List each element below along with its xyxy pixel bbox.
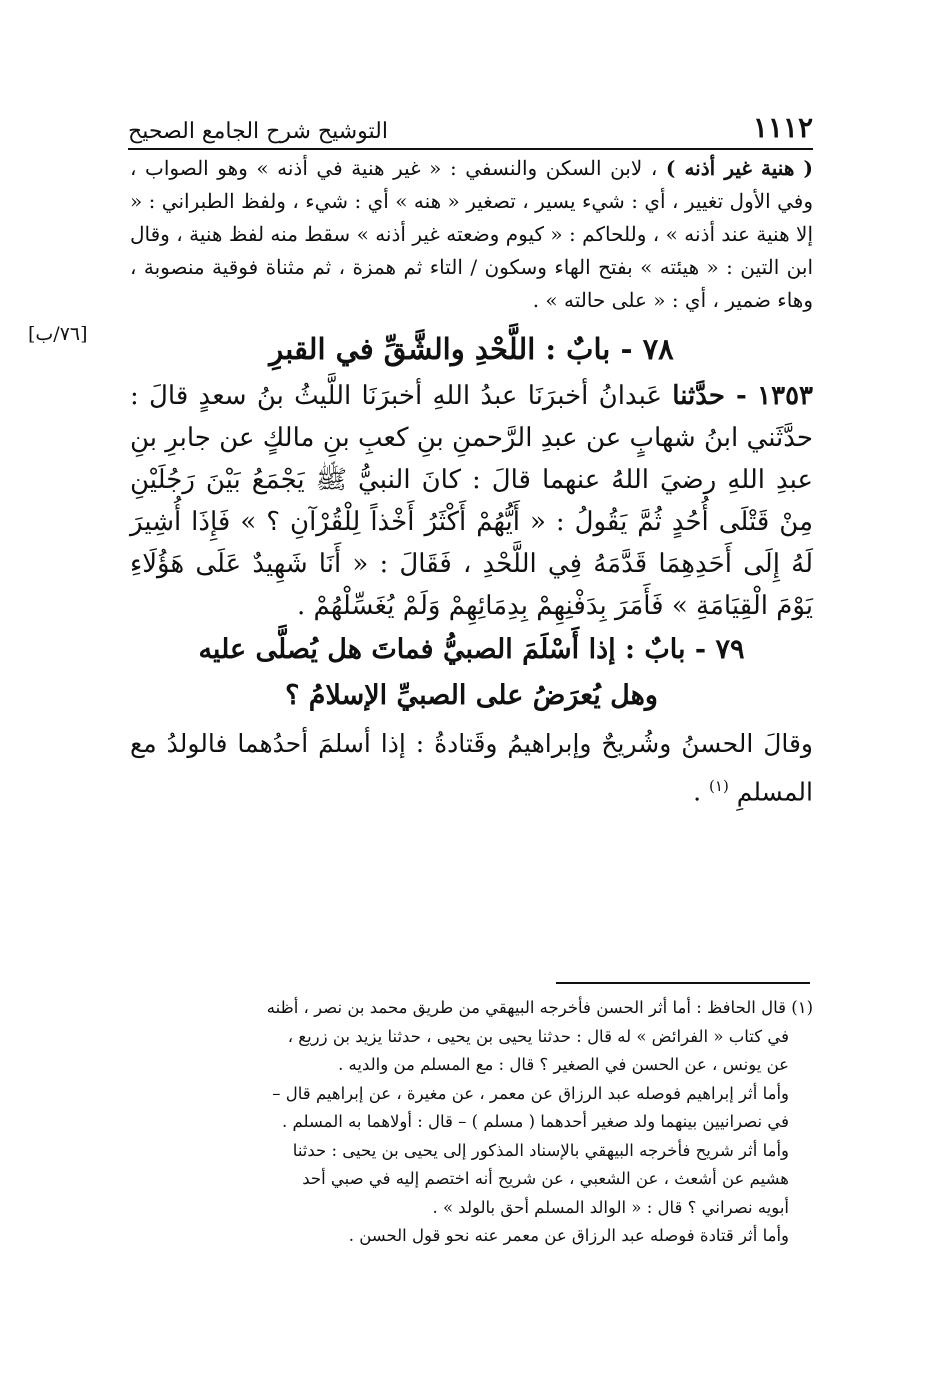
quote-text: وقالَ الحسنُ وشُريحٌ وإبراهيمُ وقَتادةُ : إذا أسلمَ أحدُهما فالولدُ مع المسلمِ: [130, 729, 813, 807]
hadith-number: ١٣٥٣: [757, 381, 813, 411]
hadith-text: عَبدانُ أخبرَنَا عبدُ اللهِ أخبرَنَا اللَّيثُ بنُ سعدٍ قالَ : حدَّثَني ابنُ شهابٍ عن عبدِ الرَّحمنِ بنِ كعبِ بنِ مالكٍ عن جابرِ بنِ عبدِ اللهِ رضيَ اللهُ عنهما قالَ : كانَ النبيُّ ﷺ يَجْمَعُ بَيْنَ رَجُلَيْنِ مِنْ قَتْلَى أُحُدٍ ثُمَّ يَقُولُ : « أَيُّهُمْ أَكْثَرُ أَخْذاً لِلْقُرْآنِ ؟ » فَإِذَا أُشِيرَ لَهُ إِلَى أَحَدِهِمَا قَدَّمَهُ فِي اللَّحْدِ ، فَقَالَ : « أَنَا شَهِيدٌ عَلَى هَؤُلَاءِ يَوْمَ الْقِيَامَةِ » فَأَمَرَ بِدَفْنِهِمْ بِدِمَائِهِمْ وَلَمْ يُغَسِّلْهُمْ .: [130, 381, 813, 621]
commentary-lemma: ( هنية غير أذنه ): [665, 156, 814, 180]
footnote-line: وأما أثر إبراهيم فوصله عبد الرزاق عن معمر ، عن مغيرة ، عن إبراهيم قال –: [272, 1083, 789, 1103]
hadith-lead: - حدَّثنا: [672, 381, 747, 411]
footnote-line: عن يونس ، عن الحسن في الصغير ؟ قال : مع المسلم من والديه .: [338, 1055, 789, 1074]
page-header: [128, 94, 813, 144]
commentary-text: ، لابن السكن والنسفي : « غير هنية في أذنه » وهو الصواب ، وفي الأول تغيير ، أي : شيء يسير ، تصغير « هنه » أي : شيء ، ولفظ الطبراني : « إلا هنية عند أذنه » ، وللحاكم : « كيوم وضعته غير أذنه » سقط منه لفظ هنية ، وقال ابن التين : « هيئته » بفتح الهاء وسكون / التاء ثم همزة ، ثم مثناة فوقية منصوبة ، وهاء ضمير ، أي : « على حالته » .: [130, 156, 813, 312]
footnote-rule: [556, 982, 810, 984]
footnote-reference: (١): [709, 777, 729, 795]
footnote-line: وأما أثر شريح فأخرجه البيهقي بالإسناد المذكور إلى يحيى بن يحيى : حدثنا: [292, 1140, 789, 1160]
footnote-line: (١) قال الحافظ : أما أثر الحسن فأخرجه البيهقي من طريق محمد بن نصر ، أظنه: [266, 998, 813, 1017]
main-text: [130, 152, 813, 813]
footnote-line: هشيم عن أشعث ، عن الشعبي ، عن شريح أنه اختصم إليه في صبي أحد: [302, 1169, 789, 1188]
hadith-paragraph: [130, 375, 813, 627]
footnotes: [130, 994, 813, 1251]
chapter-79-title-line2: وهل يُعرَضُ على الصبيِّ الإسلامُ ؟: [285, 680, 658, 711]
footnote-line: أبويه نصراني ؟ قال : « الوالد المسلم أحق بالولد » .: [432, 1197, 789, 1217]
quote-paragraph: [130, 723, 813, 813]
footnote-line: وأما أثر قتادة فوصله عبد الرزاق عن معمر عنه نحو قول الحسن .: [348, 1226, 789, 1245]
page-number: ١١١٢: [752, 111, 813, 144]
running-title: التوشيح شرح الجامع الصحيح: [128, 119, 388, 144]
quote-end: .: [693, 777, 702, 807]
footnote-line: في نصرانيين بينهما ولد صغير أحدهما ( مسلم ) – قال : أولاهما به المسلم .: [282, 1112, 789, 1131]
chapter-78-title: ٧٨ - بابٌ : اللَّحْدِ والشَّقِّ في القبرِ: [269, 332, 674, 366]
footnote-line: في كتاب « الفرائض » له قال : حدثنا يحيى بن يحيى ، حدثنا يزيد بن زريع ،: [287, 1026, 789, 1046]
margin-note: [٧٦/ب]: [28, 323, 88, 345]
commentary-paragraph: [130, 152, 813, 317]
header-rule: [128, 148, 813, 150]
chapter-79-title-line1: ٧٩ - بابٌ : إذا أَسْلَمَ الصبيُّ فماتَ هل يُصلَّى عليه: [198, 634, 745, 665]
